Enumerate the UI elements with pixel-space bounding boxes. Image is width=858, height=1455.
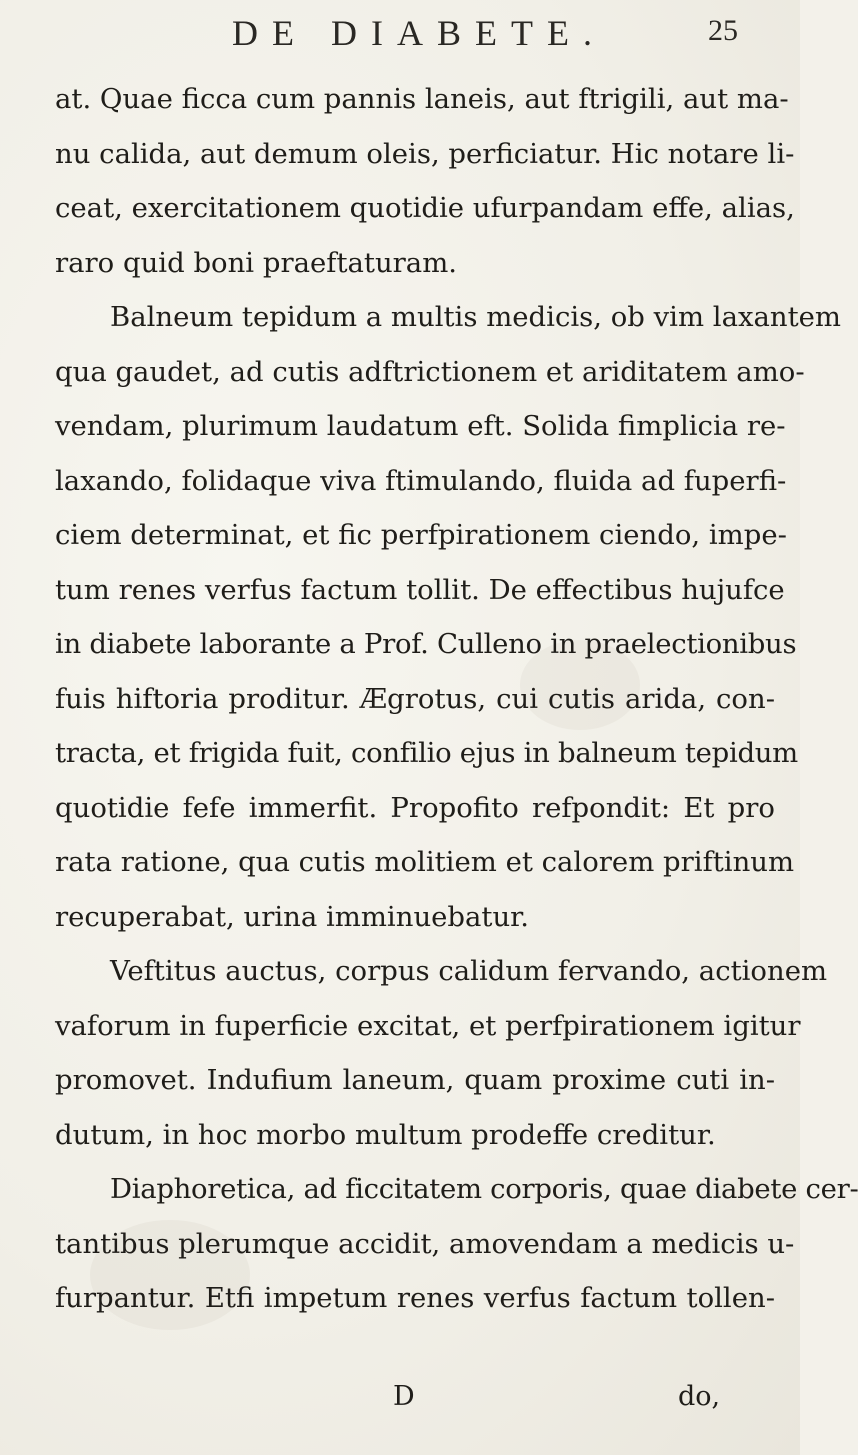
text-line: qua gaudet, ad cutis adftrictionem et ariditatem amo- [55, 355, 805, 388]
text-line-paragraph-start: Veftitus auctus, corpus calidum fervando, actionem [110, 955, 828, 987]
text-line: tantibus plerumque accidit, amovendam a medicis u- [55, 1227, 795, 1260]
text-line: furpantur. Etfi impetum renes verfus factum tollen- [55, 1282, 775, 1314]
text-line: recuperabat, urina imminuebatur. [55, 900, 530, 933]
text-line: rata ratione, qua cutis molitiem et calorem priftinum [55, 846, 795, 878]
text-line: raro quid boni praeftaturam. [55, 246, 458, 279]
catchword: do, [678, 1381, 721, 1412]
text-line: promovet. Indufium laneum, quam proxime cuti in- [55, 1064, 775, 1096]
text-line: vaforum in fuperficie excitat, et perfpirationem igitur [55, 1009, 801, 1042]
text-line: fuis hiftoria proditur. Ægrotus, cui cutis arida, con- [55, 682, 775, 715]
text-line: at. Quae ficca cum pannis laneis, aut ftrigili, aut ma- [55, 83, 789, 115]
page-footer [0, 1375, 800, 1419]
body-text [55, 72, 858, 1326]
running-title: DE DIABETE. [232, 13, 606, 53]
text-line: quotidie fefe immerfit. Propofito refpondit: Et pro [55, 791, 775, 824]
text-line: vendam, plurimum laudatum eft. Solida fimplicia re- [55, 410, 786, 442]
text-line-paragraph-start: Balneum tepidum a multis medicis, ob vim laxantem [110, 301, 841, 333]
signature-mark: D [393, 1381, 415, 1412]
text-line: ciem determinat, et fic perfpirationem ciendo, impe- [55, 519, 787, 551]
text-line: dutum, in hoc morbo multum prodeffe creditur. [55, 1118, 716, 1151]
text-line: nu calida, aut demum oleis, perficiatur. Hic notare li- [55, 137, 795, 170]
text-line: ceat, exercitationem quotidie ufurpandam effe, alias, [55, 192, 795, 224]
page-number: 25 [708, 14, 738, 47]
text-line-paragraph-start: Diaphoretica, ad ficcitatem corporis, quae diabete cer- [110, 1173, 858, 1205]
text-line: in diabete laborante a Prof. Culleno in praelectionibus [55, 628, 797, 660]
text-line: tum renes verfus factum tollit. De effectibus hujufce [55, 573, 785, 606]
text-line: tracta, et frigida fuit, confilio ejus in balneum tepidum [55, 737, 798, 769]
text-line: laxando, folidaque viva ftimulando, fluida ad fuperfi- [55, 464, 787, 497]
running-head [0, 12, 800, 62]
